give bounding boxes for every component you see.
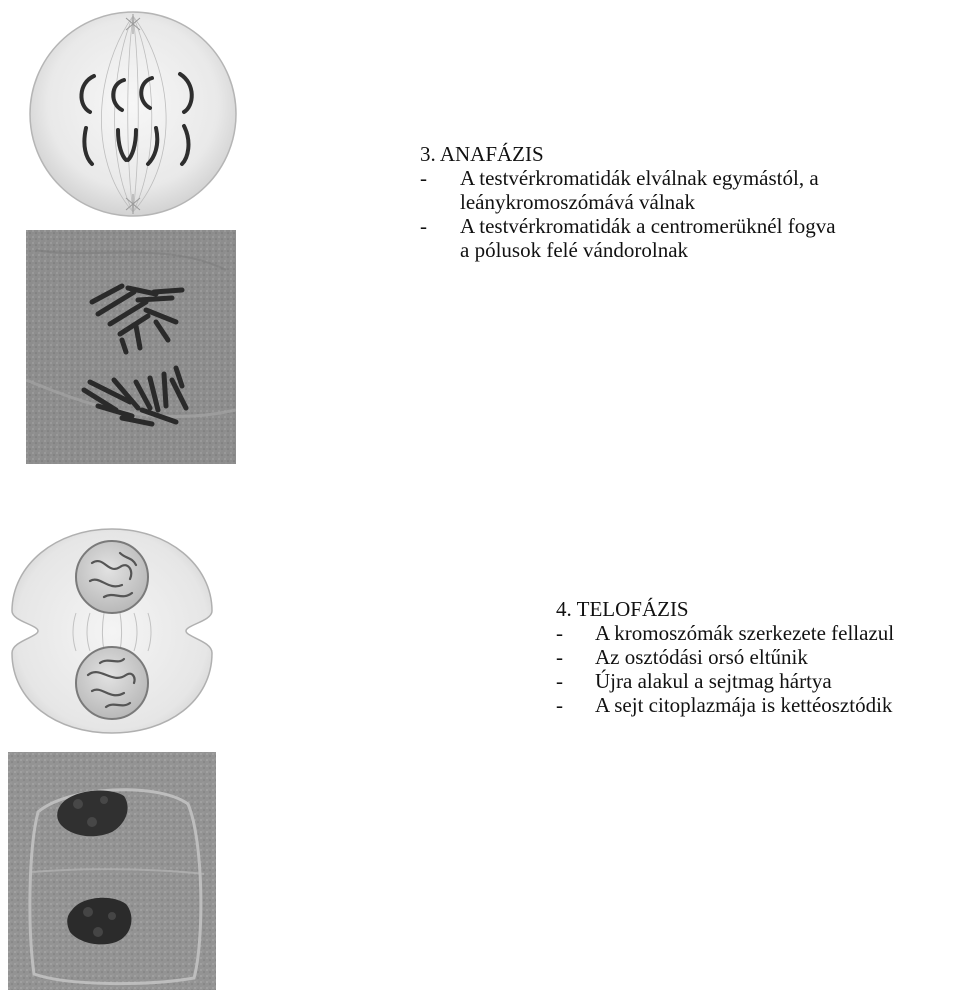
- anaphase-micrograph: [26, 230, 236, 464]
- anaphase-bullet-1-line-1: A testvérkromatidák elválnak egymástól, a: [460, 166, 819, 190]
- telophase-cell-drawing: [8, 525, 216, 737]
- telophase-micrograph: [8, 752, 216, 990]
- telophase-bullet-3-text: Újra alakul a sejtmag hártya: [595, 669, 832, 693]
- bullet-dash: -: [556, 693, 563, 717]
- anaphase-bullet-1: [420, 166, 940, 214]
- telophase-title: 4. TELOFÁZIS: [556, 597, 689, 621]
- anaphase-cell-drawing: [26, 8, 240, 220]
- bullet-dash: -: [556, 621, 563, 645]
- bullet-dash: -: [420, 166, 427, 190]
- telophase-bullet-2-text: Az osztódási orsó eltűnik: [595, 645, 808, 669]
- anaphase-text: [420, 142, 940, 262]
- bullet-dash: -: [556, 645, 563, 669]
- telophase-bullet-1: [556, 621, 956, 645]
- telophase-bullet-4-text: A sejt citoplazmája is kettéosztódik: [595, 693, 893, 717]
- telophase-bullet-3: [556, 669, 956, 693]
- anaphase-title: 3. ANAFÁZIS: [420, 142, 544, 166]
- telophase-text: [556, 597, 956, 717]
- anaphase-bullet-2: [420, 214, 940, 262]
- anaphase-bullet-2-line-2: a pólusok felé vándorolnak: [460, 238, 689, 262]
- anaphase-bullet-1-line-2: leánykromoszómává válnak: [460, 190, 695, 214]
- telophase-bullet-2: [556, 645, 956, 669]
- telophase-bullet-1-text: A kromoszómák szerkezete fellazul: [595, 621, 895, 645]
- bullet-dash: -: [556, 669, 563, 693]
- telophase-bullet-4: [556, 693, 956, 717]
- bullet-dash: -: [420, 214, 427, 238]
- anaphase-bullet-2-line-1: A testvérkromatidák a centromerüknél fogva: [460, 214, 836, 238]
